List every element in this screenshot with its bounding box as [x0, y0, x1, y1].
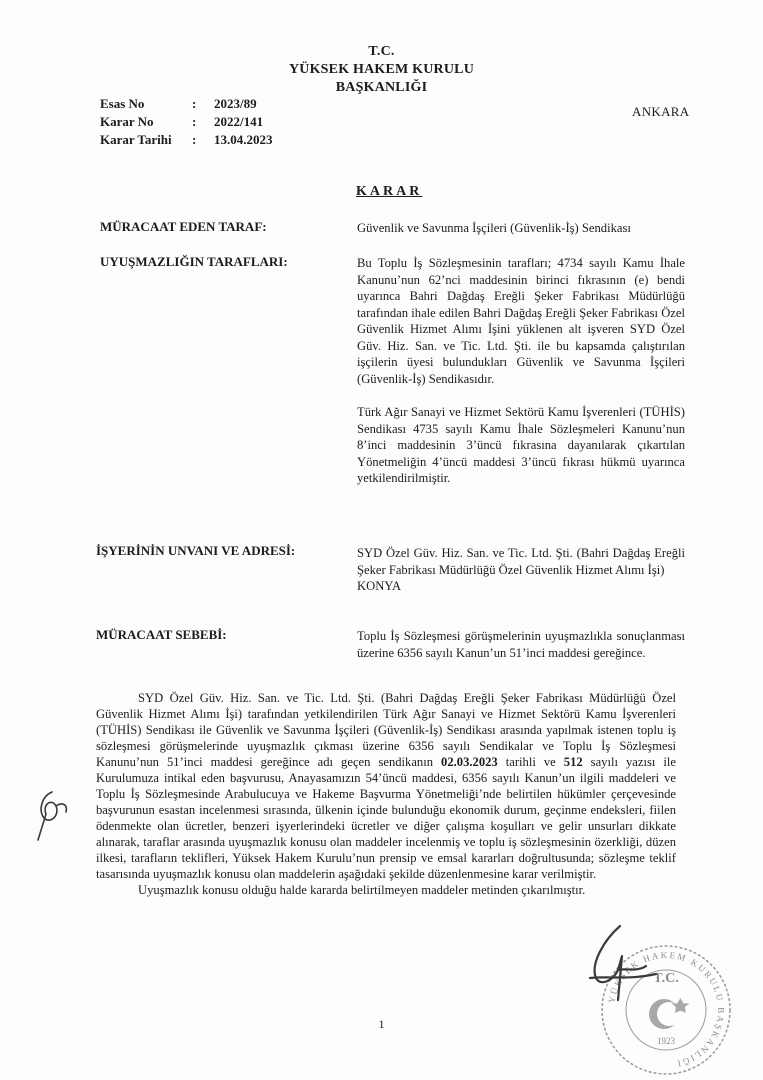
- header-presidency: BAŞKANLIĞI: [335, 80, 428, 95]
- header-tc: T.C.: [368, 44, 395, 59]
- meta-colon: :: [192, 114, 197, 129]
- reason-label: MÜRACAAT SEBEBİ:: [96, 627, 227, 642]
- seal-year: 1923: [657, 1036, 675, 1046]
- parties-paragraph: Türk Ağır Sanayi ve Hizmet Sektörü Kamu İşverenleri (TÜHİS) Sendikası 4735 sayılı Kamu İhale Sözleşmeleri Kanunu’nun 8’inci maddesinin 3’üncü fıkrasına dayanılarak çıkartılan Yönetmeliğin 4’üncü maddesi 3’üncü fıkrası hükmü uyarınca yetkilendirilmiştir.: [357, 405, 685, 485]
- body-text-segment: sayılı yazısı ile Kurulumuza intikal eden başvurusu, Anayasamızın 54’üncü maddesi, 6356 sayılı Kanun’un ilgili maddeleri ve Toplu İş Sözleşmesinde Arabulucuya ve Hakeme Başvurma Yönetmeliği’nde belirtilen hükümler çerçevesinde başvurunun esastan incelenmesi sırasında, ülkenin içinde bulunduğu ekonomik durum, geçinme endeksleri, fiilen ödenmekte olan ücretler, benzeri işyerlerindeki ücretler ve diğer çalışma koşulları ve gelir unsurları dikkate alınarak, taraflar arasında uyuşmazlık konusu olan maddeler incelenmiş ve toplu iş sözleşmesinin özerkliği, düzen ilkesi, tarafların teklifleri, Yüksek Hakem Kurulu’nun prensip ve emsal kararları doğrultusunda; sözleşme teklif tasarısında uyuşmazlık konusu olan maddelerin aşağıdaki şekilde düzenlenmesine karar verilmiştir.: [96, 755, 676, 881]
- body-text-segment: SYD Özel Güv. Hiz. San. ve Tic. Ltd. Şti. (Bahri Dağdaş Ereğli Şeker Fabrikası Müdürlüğü Özel Güvenlik Hizmet Alımı İşi) tarafından yetkilendirilen Türk Ağır Sanayi ve Hizmet Sektörü Kamu İşverenleri (TÜHİS) Sendikası ile Güvenlik ve Savunma İşçileri (Güvenlik-İş) Sendikası arasında yapılmak istenen toplu iş sözleşmesi görüşmelerinde uyuşmazlık çıkması üzerine 6356 sayılı Sendikalar ve Toplu İş Sözleşmesi Kanunu’nun 51’inci maddesi gereğince adı geçen sendikanın: [96, 691, 676, 769]
- applicant-text: Güvenlik ve Savunma İşçileri (Güvenlik-İş) Sendikası: [357, 221, 631, 235]
- meta-label: Karar No: [100, 114, 154, 129]
- parties-text: [357, 255, 685, 487]
- decision-title: KARAR: [356, 184, 423, 199]
- body-paragraph: Uyuşmazlık konusu olduğu halde kararda belirtilmeyen maddeler metinden çıkarılmıştır.: [138, 883, 586, 897]
- meta-value: 2023/89: [214, 96, 257, 111]
- reason-text: Toplu İş Sözleşmesi görüşmelerinin uyuşmazlıkla sonuçlanması üzerine 6356 sayılı Kanun’un 51’inci maddesi gereğince.: [357, 629, 685, 660]
- meta-colon: :: [192, 132, 197, 147]
- handwritten-signature: [560, 920, 670, 1010]
- header-institution: YÜKSEK HAKEM KURULU: [288, 62, 475, 77]
- meta-value: 13.04.2023: [214, 132, 273, 147]
- body-paragraph: [96, 690, 676, 882]
- workplace-name: SYD Özel Güv. Hiz. San. ve Tic. Ltd. Şti. (Bahri Dağdaş Ereğli Şeker Fabrikası Müdürlüğü Özel Güvenlik Hizmet Alımı İşi): [357, 546, 685, 577]
- parties-label: UYUŞMAZLIĞIN TARAFLARI:: [100, 254, 288, 269]
- meta-row-esas: [100, 95, 273, 113]
- meta-row-karar: [100, 113, 273, 131]
- application-date: 02.03.2023: [441, 755, 498, 769]
- application-number: 512: [563, 755, 583, 769]
- seal-center-text: T.C.: [653, 971, 679, 986]
- workplace-text: [357, 545, 685, 595]
- meta-value: 2022/141: [214, 114, 264, 129]
- seal-ring-text: YÜKSEK HAKEM KURULU BAŞKANLIĞI: [606, 949, 727, 1070]
- meta-colon: :: [192, 96, 197, 111]
- workplace-label: İŞYERİNİN UNVANI VE ADRESİ:: [96, 543, 296, 558]
- city-header: ANKARA: [632, 104, 690, 119]
- meta-label: Karar Tarihi: [100, 132, 172, 147]
- applicant-label: MÜRACAAT EDEN TARAF:: [100, 219, 267, 234]
- margin-initials-signature: [30, 788, 74, 844]
- body-text-segment: tarihli ve: [497, 755, 564, 769]
- case-metadata: [100, 95, 273, 149]
- meta-row-date: [100, 131, 273, 149]
- parties-paragraph: Bu Toplu İş Sözleşmesinin tarafları; 4734 sayılı Kamu İhale Kanunu’nun 62’nci maddesinin birinci fıkrasının (e) bendi uyarınca Bahri Dağdaş Ereğli Şeker Fabrikası Müdürlüğü tarafından ihale edilen Bahri Dağdaş Ereğli Şeker Fabrikası Özel Güvenlik Hizmet Alımı İşini yüklenen alt işveren SYD Özel Güv. Hiz. San. ve Tic. Ltd. Şti. ile bu kapsamda çalıştırılan işçilerin üyesi bulundukları Güvenlik ve Savunma İşçileri (Güvenlik-İş) Sendikasıdır.: [357, 256, 685, 386]
- meta-label: Esas No: [100, 96, 145, 111]
- workplace-city: KONYA: [357, 579, 402, 593]
- page-number: 1: [378, 1017, 385, 1031]
- decision-body: [96, 690, 676, 898]
